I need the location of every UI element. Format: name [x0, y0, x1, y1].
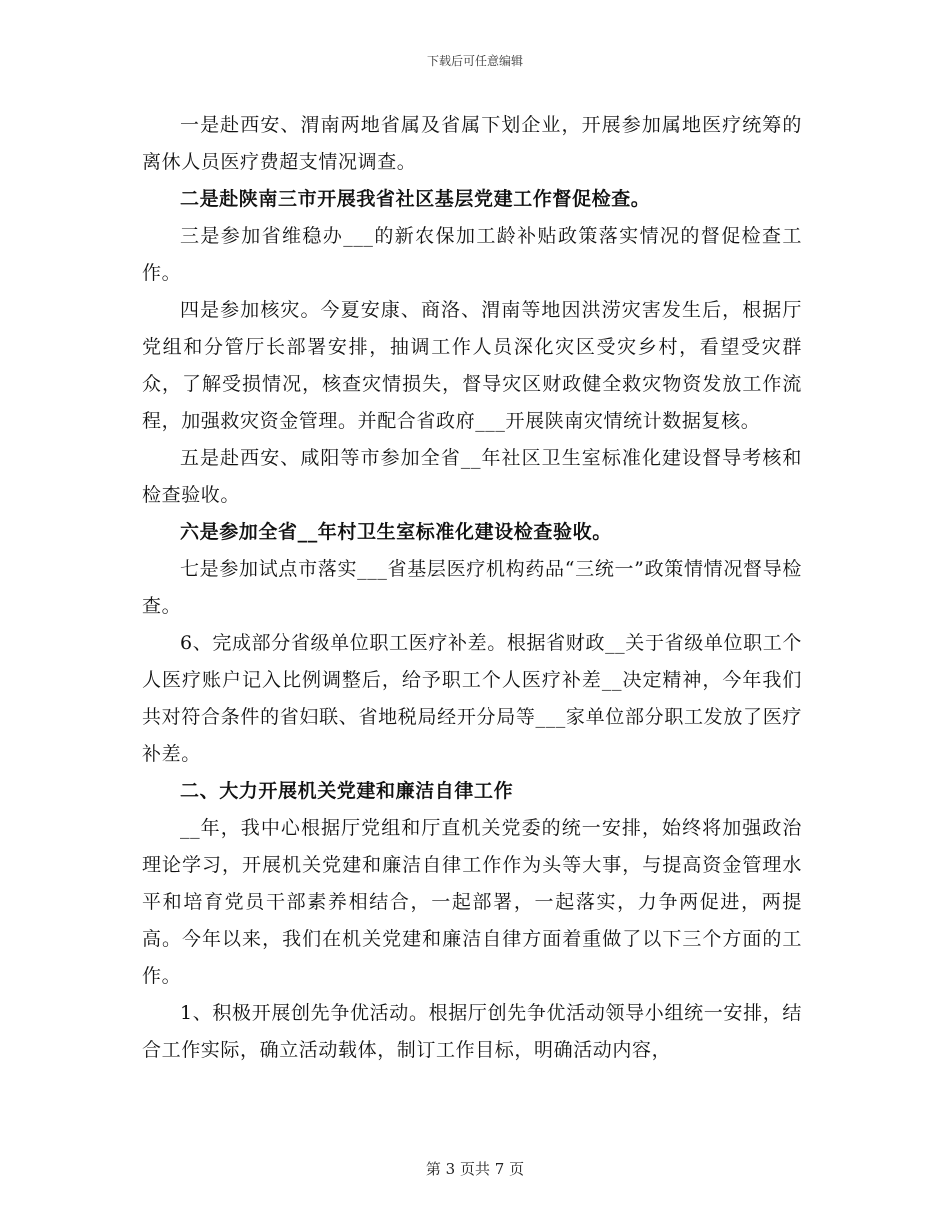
paragraph-6: 六是参加全省__年村卫生室标准化建设检查验收。: [180, 521, 612, 543]
paragraph-1: 一是赴西安、渭南两地省属及省属下划企业，开展参加属地医疗统筹的离休人员医疗费超支情况调查。: [142, 114, 802, 173]
page-number: 第 3 页共 7 页: [425, 1160, 525, 1178]
paragraph-7: 七是参加试点市落实___省基层医疗机构药品“三统一”政策情情况督导检查。: [142, 558, 802, 617]
paragraph-8: 6、完成部分省级单位职工医疗补差。根据省财政__关于省级单位职工个人医疗账户记入比例调整后，给予职工个人医疗补差__决定精神，今年我们共对符合条件的省妇联、省地税局经开分局等___家单位部分职工发放了医疗补差。: [142, 632, 802, 765]
paragraph-10: 1、积极开展创先争优活动。根据厅创先争优活动领导小组统一安排，结合工作实际，确立活动载体，制订工作目标，明确活动内容，: [142, 1002, 802, 1061]
paragraph-9: __年，我中心根据厅党组和厅直机关党委的统一安排，始终将加强政治理论学习，开展机关党建和廉洁自律工作作为头等大事，与提高资金管理水平和培育党员干部素养相结合，一起部署，一起落实，力争两促进，两提高。今年以来，我们在机关党建和廉洁自律方面着重做了以下三个方面的工作。: [142, 817, 802, 987]
document-body: [142, 107, 802, 1069]
paragraph-4: 四是参加核灾。今夏安康、商洛、渭南等地因洪涝灾害发生后，根据厅党组和分管厅长部署安排，抽调工作人员深化灾区受灾乡村，看望受灾群众，了解受损情况，核查灾情损失，督导灾区财政健全救灾物资发放工作流程，加强救灾资金管理。并配合省政府___开展陕南灾情统计数据复核。: [142, 299, 802, 432]
paragraph-5: 五是赴西安、咸阳等市参加全省__年社区卫生室标准化建设督导考核和检查验收。: [142, 447, 802, 506]
page-header-note: 下载后可任意编辑: [426, 54, 523, 68]
paragraph-2: 二是赴陕南三市开展我省社区基层党建工作督促检查。: [180, 188, 651, 210]
paragraph-3: 三是参加省维稳办___的新农保加工龄补贴政策落实情况的督促检查工作。: [142, 225, 802, 284]
section-heading: 二、大力开展机关党建和廉洁自律工作: [180, 780, 514, 802]
